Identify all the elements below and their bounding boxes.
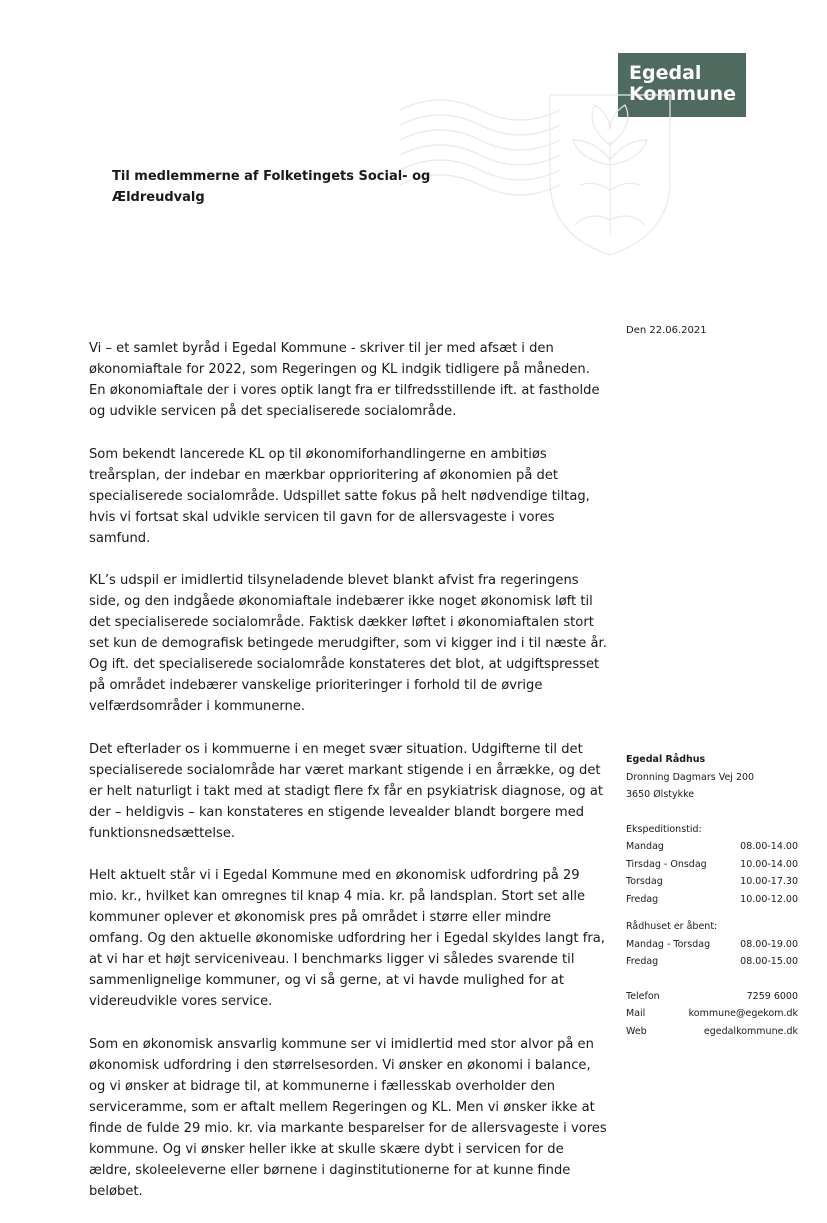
contact-value: 7259 6000	[746, 990, 798, 1002]
contact-value: egedalkommune.dk	[703, 1025, 798, 1037]
open-day: Mandag - Torsdag	[626, 938, 711, 950]
hours-day: Fredag	[626, 893, 659, 905]
hours-day: Torsdag	[626, 876, 663, 887]
open-time: 08.00-15.00	[740, 956, 798, 967]
contact-label: Telefon	[626, 990, 660, 1002]
hours-time: 08.00-14.00	[740, 841, 798, 852]
hours-row	[626, 891, 798, 909]
paragraph: Vi – et samlet byråd i Egedal Kommune - skriver til jer med afsæt i den økonomiaftale for 2022, som Regeringen og KL indgik tidligere på måneden. En økonomiaftale der i vores optik langt fra er tilfredsstillende ift. at fastholde og udvikle servicen på det specialiserede socialområde.	[89, 341, 600, 419]
contact-sidebar	[626, 751, 798, 1040]
hours-time: 10.00-12.00	[740, 893, 798, 905]
open-title: Rådhuset er åbent:	[626, 921, 718, 932]
contact-web	[626, 1023, 798, 1041]
hours-row	[626, 838, 798, 856]
hours-day: Mandag	[626, 841, 664, 852]
paragraph: KL’s udspil er imidlertid tilsyneladende blevet blankt afvist fra regeringens side, og den indgåede økonomiaftale indebærer ikke noget økonomisk løft til det specialiserede socialområde. Faktisk dækker løftet i økonomiaftalen stort set kun de demografisk betingede merudgifter, som vi kigger ind i til næste år. Og ift. det specialiserede socialområde konstateres det blot, at udgiftspresset på området indebærer vanskelige prioriteringer i forhold til de øvrige velfærdsområder i kommunerne.	[89, 573, 607, 714]
paragraph: Som en økonomisk ansvarlig kommune ser vi imidlertid med stor alvor på en økonomisk udfordring i den størrelsesorden. Vi ønsker en økonomi i balance, og vi ønsker at bidrage til, at kommunerne i fællesskab overholder den serviceramme, som er aftalt mellem Regeringen og KL. Men vi ønsker ikke at finde de fulde 29 mio. kr. via markante besparelser for de allersvageste i vores kommune. Og vi ønsker heller ikke at skulle skære dybt i servicen for de ældre, skoleeleverne eller børnene i daginstitutionerne for at kunne finde beløbet.	[89, 1036, 607, 1199]
hours-time: 10.00-14.00	[740, 858, 798, 870]
letter-body	[89, 338, 609, 1223]
town-hall-name: Egedal Rådhus	[626, 754, 706, 765]
paragraph: Helt aktuelt står vi i Egedal Kommune med en økonomisk udfordring på 29 mio. kr., hvilket kan omregnes til knap 4 mia. kr. på landsplan. Stort set alle kommuner oplever et økonomisk pres på området i større eller mindre omfang. Og den aktuelle økonomiske udfordring her i Egedal skyldes langt fra, at vi har et højt serviceniveau. I benchmarks ligger vi således svarende til sammenlignelige kommuner, og vi så gerne, at vi havde mulighed for at videreudvikle vores service.	[89, 868, 605, 1009]
recipient-line-1: Til medlemmerne af Folketingets Social- og	[112, 169, 431, 184]
open-day: Fredag	[626, 956, 659, 967]
contact-phone	[626, 988, 798, 1006]
city-address: 3650 Ølstykke	[626, 789, 695, 800]
recipient-line-2: Ældreudvalg	[112, 190, 205, 205]
hours-time: 10.00-17.30	[740, 876, 798, 887]
street-address: Dronning Dagmars Vej 200	[626, 771, 755, 783]
open-row	[626, 953, 798, 971]
contact-label: Mail	[626, 1008, 646, 1019]
paragraph: Det efterlader os i kommuerne i en meget svær situation. Udgifterne til det specialiserede socialområde har været markant stigende i en årrække, og det er helt naturligt i takt med at stadigt flere fx får en psykiatrisk diagnose, og at der – heldigvis – kan konstateres en stigende levealder blandt borgere med funktionsnedsættelse.	[89, 741, 604, 841]
contact-value: kommune@egekom.dk	[688, 1008, 798, 1019]
recipient-address	[112, 166, 442, 208]
contact-mail	[626, 1005, 798, 1023]
contact-label: Web	[626, 1025, 647, 1037]
hours-day: Tirsdag - Onsdag	[626, 858, 707, 870]
paragraph: Som bekendt lancerede KL op til økonomiforhandlingerne en ambitiøs treårsplan, der indebar en mærkbar opprioritering af økonomien på det specialiserede socialområde. Udspillet satte fokus på helt nødvendige tiltag, hvis vi fortsat skal udvikle servicen til gavn for de allersvageste i vores samfund.	[89, 446, 590, 546]
letter-date: Den 22.06.2021	[626, 325, 707, 336]
open-row	[626, 936, 798, 954]
logo-line-2: Kommune	[629, 83, 736, 105]
hours-row	[626, 873, 798, 891]
hours-title: Ekspeditionstid:	[626, 823, 702, 835]
open-time: 08.00-19.00	[740, 938, 798, 950]
logo-line-1: Egedal	[629, 62, 702, 84]
hours-row	[626, 856, 798, 874]
